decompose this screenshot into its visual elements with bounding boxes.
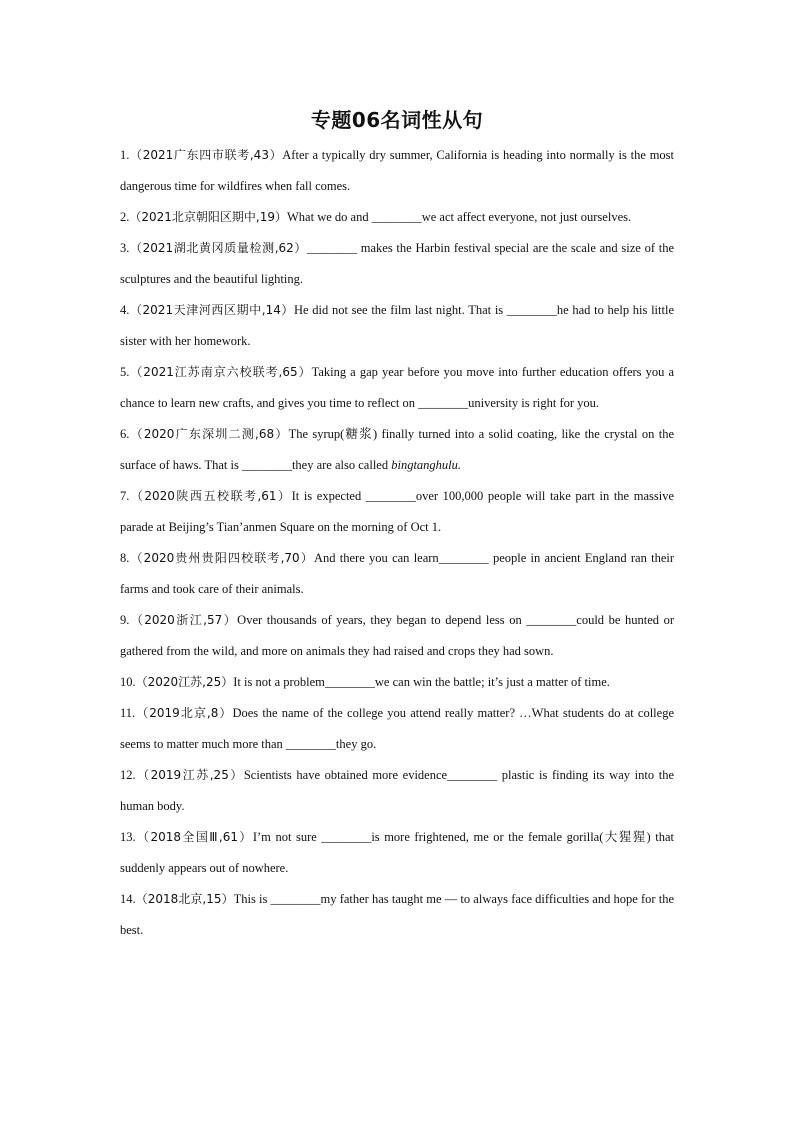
question-source: （2019江苏,25）	[135, 768, 244, 782]
question-list	[120, 140, 674, 946]
question-item	[120, 605, 674, 667]
page-title: 专题06名词性从句	[310, 108, 484, 132]
question-item	[120, 698, 674, 760]
question-item	[120, 822, 674, 884]
question-source: （2021北京朝阳区期中,19）	[129, 210, 287, 224]
question-text: ________ makes the Harbin festival special are the scale and size of the sculptures and the beautiful lighting.	[120, 241, 674, 286]
question-text: The syrup(糖浆) finally turned into a solid coating, like the crystal on the surface of haws. That is ________they are also called	[120, 427, 675, 472]
question-number: 13.	[120, 830, 136, 844]
question-source: （2020江苏,25）	[135, 675, 234, 689]
question-item	[120, 481, 674, 543]
question-item	[120, 357, 674, 419]
question-item	[120, 202, 674, 233]
question-number: 14.	[120, 892, 136, 906]
question-item	[120, 419, 674, 481]
question-text: Taking a gap year before you move into further education offers you a chance to learn new crafts, and gives you time to reflect on ________university is right for you.	[120, 365, 674, 410]
question-number: 11.	[120, 706, 136, 720]
question-italic-term: bingtanghulu.	[391, 458, 462, 472]
question-source: （2018全国Ⅲ,61）	[135, 830, 253, 844]
question-text: And there you can learn________ people in ancient England ran their farms and took care of their animals.	[120, 551, 674, 596]
question-number: 2.	[120, 210, 130, 224]
question-item	[120, 295, 674, 357]
question-source: （2020陕西五校联考,61）	[129, 489, 292, 503]
question-number: 9.	[120, 613, 130, 627]
question-text: It is not a problem________we can win the battle; it’s just a matter of time.	[233, 675, 610, 689]
question-number: 12.	[120, 768, 136, 782]
question-source: （2018北京,15）	[135, 892, 234, 906]
question-item	[120, 140, 674, 202]
question-source: （2020贵州贵阳四校联考,70）	[129, 551, 314, 565]
question-source: （2019北京,8）	[135, 706, 233, 720]
question-source: （2021湖北黄冈质量检测,62）	[129, 241, 308, 255]
question-item	[120, 543, 674, 605]
question-source: （2020浙江,57）	[129, 613, 238, 627]
question-number: 8.	[120, 551, 130, 565]
question-source: （2020广东深圳二测,68）	[129, 427, 289, 441]
question-number: 10.	[120, 675, 136, 689]
question-text: Over thousands of years, they began to depend less on ________could be hunted or gathered from the wild, and more on animals they had raised and crops they had sown.	[120, 613, 675, 658]
question-text: Scientists have obtained more evidence________ plastic is finding its way into the human body.	[120, 768, 674, 813]
question-number: 3.	[120, 241, 130, 255]
question-source: （2021江苏南京六校联考,65）	[129, 365, 312, 379]
question-text: I’m not sure ________is more frightened, me or the female gorilla(大猩猩) that suddenly appears out of nowhere.	[120, 830, 674, 875]
question-item	[120, 233, 674, 295]
question-number: 7.	[120, 489, 130, 503]
question-item	[120, 667, 674, 698]
question-text: Does the name of the college you attend really matter? …What students do at college seems to matter much more than ________they go.	[120, 706, 674, 751]
question-number: 6.	[120, 427, 130, 441]
question-number: 1.	[120, 148, 130, 162]
question-text: He did not see the film last night. That is ________he had to help his little sister with her homework.	[120, 303, 674, 348]
question-item	[120, 884, 674, 946]
question-text: This is ________my father has taught me — to always face difficulties and hope for the best.	[120, 892, 675, 937]
question-source: （2021天津河西区期中,14）	[129, 303, 294, 317]
question-item	[120, 760, 674, 822]
question-text: After a typically dry summer, California is heading into normally is the most dangerous time for wildfires when fall comes.	[120, 148, 675, 193]
question-source: （2021广东四市联考,43）	[129, 148, 283, 162]
question-text: What we do and ________we act affect everyone, not just ourselves.	[287, 210, 632, 224]
question-number: 4.	[120, 303, 130, 317]
question-number: 5.	[120, 365, 130, 379]
question-text: It is expected ________over 100,000 people will take part in the massive parade at Beijing’s Tian’anmen Square on the morning of Oct 1.	[120, 489, 674, 534]
